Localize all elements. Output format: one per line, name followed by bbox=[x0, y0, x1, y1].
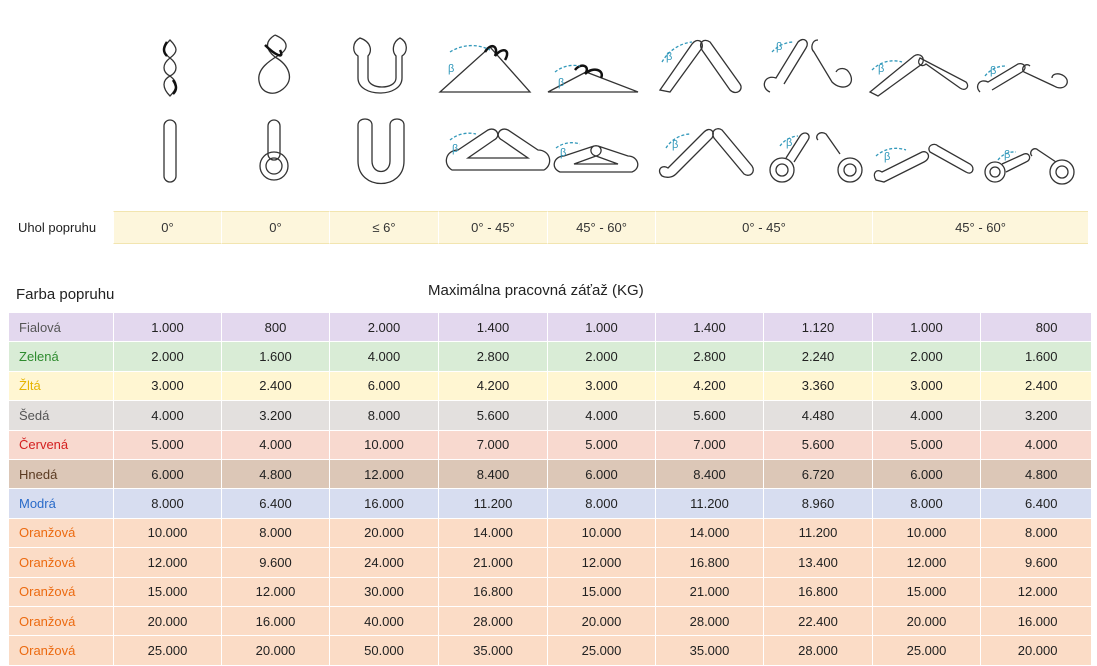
load-value: 2.800 bbox=[656, 342, 764, 371]
load-value: 2.000 bbox=[873, 342, 981, 371]
load-value: 9.600 bbox=[222, 548, 330, 577]
load-value: 6.000 bbox=[114, 459, 222, 488]
angle-cell: 0° bbox=[221, 211, 329, 244]
load-value: 16.800 bbox=[764, 577, 873, 606]
load-value: 800 bbox=[222, 313, 330, 342]
load-value: 2.800 bbox=[439, 342, 548, 371]
load-value: 3.000 bbox=[548, 371, 656, 400]
load-value: 12.000 bbox=[330, 459, 439, 488]
load-value: 4.000 bbox=[222, 430, 330, 459]
diagram-round-basket-angle-2 bbox=[554, 143, 638, 172]
table-row bbox=[9, 430, 1091, 459]
beta-label: β bbox=[878, 63, 885, 75]
load-value: 9.600 bbox=[981, 548, 1091, 577]
sling-color-name: Oranžová bbox=[9, 518, 114, 547]
load-value: 14.000 bbox=[439, 518, 548, 547]
load-value: 1.400 bbox=[439, 313, 548, 342]
beta-label: β bbox=[776, 41, 783, 53]
diagram-two-leg-angle-2 bbox=[870, 55, 968, 96]
load-value: 8.000 bbox=[114, 489, 222, 518]
load-value: 5.000 bbox=[548, 430, 656, 459]
load-value: 10.000 bbox=[548, 518, 656, 547]
load-value: 4.000 bbox=[873, 401, 981, 430]
load-value: 5.600 bbox=[439, 401, 548, 430]
load-value: 1.600 bbox=[981, 342, 1091, 371]
load-value: 13.400 bbox=[764, 548, 873, 577]
load-value: 28.000 bbox=[656, 606, 764, 635]
sling-color-name: Žltá bbox=[9, 371, 114, 400]
load-value: 40.000 bbox=[330, 606, 439, 635]
load-value: 6.400 bbox=[222, 489, 330, 518]
sling-color-name: Červená bbox=[9, 430, 114, 459]
load-value: 1.000 bbox=[114, 313, 222, 342]
load-value: 15.000 bbox=[114, 577, 222, 606]
load-value: 8.000 bbox=[548, 489, 656, 518]
load-value: 6.000 bbox=[548, 459, 656, 488]
load-value: 2.240 bbox=[764, 342, 873, 371]
load-value: 1.400 bbox=[656, 313, 764, 342]
load-value: 28.000 bbox=[764, 636, 873, 665]
load-value: 5.000 bbox=[114, 430, 222, 459]
load-value: 10.000 bbox=[114, 518, 222, 547]
load-value: 3.000 bbox=[873, 371, 981, 400]
sling-color-name: Modrá bbox=[9, 489, 114, 518]
diagram-round-two-leg-angle-2 bbox=[874, 144, 973, 182]
beta-label: β bbox=[558, 77, 565, 89]
load-value: 14.000 bbox=[656, 518, 764, 547]
load-value: 5.600 bbox=[656, 401, 764, 430]
load-value: 1.000 bbox=[873, 313, 981, 342]
table-row bbox=[9, 489, 1091, 518]
load-value: 2.000 bbox=[330, 313, 439, 342]
load-value: 12.000 bbox=[222, 577, 330, 606]
load-value: 11.200 bbox=[764, 518, 873, 547]
load-value: 1.000 bbox=[548, 313, 656, 342]
load-value: 16.800 bbox=[656, 548, 764, 577]
sling-color-name: Oranžová bbox=[9, 548, 114, 577]
beta-label: β bbox=[452, 143, 459, 155]
load-value: 24.000 bbox=[330, 548, 439, 577]
load-value: 4.800 bbox=[981, 459, 1091, 488]
load-value: 1.600 bbox=[222, 342, 330, 371]
beta-label: β bbox=[990, 65, 997, 77]
load-value: 20.000 bbox=[981, 636, 1091, 665]
load-value: 20.000 bbox=[330, 518, 439, 547]
beta-label: β bbox=[884, 151, 891, 163]
load-value: 2.400 bbox=[222, 371, 330, 400]
load-value: 7.000 bbox=[439, 430, 548, 459]
angle-cell: 0° - 45° bbox=[438, 211, 547, 244]
diagram-two-leg-choke-angle-2 bbox=[978, 64, 1068, 92]
table-row bbox=[9, 577, 1091, 606]
beta-label: β bbox=[448, 63, 455, 75]
beta-label: β bbox=[1004, 149, 1011, 161]
load-value: 6.400 bbox=[981, 489, 1091, 518]
load-value: 12.000 bbox=[981, 577, 1091, 606]
diagram-loop-angle-1 bbox=[440, 46, 530, 92]
load-value: 8.000 bbox=[330, 401, 439, 430]
sling-diagrams bbox=[0, 0, 1097, 205]
load-value: 4.200 bbox=[439, 371, 548, 400]
angle-cell: 45° - 60° bbox=[547, 211, 655, 244]
load-value: 16.800 bbox=[439, 577, 548, 606]
load-value: 11.200 bbox=[439, 489, 548, 518]
load-table bbox=[8, 313, 1091, 666]
load-value: 8.400 bbox=[656, 459, 764, 488]
load-value: 20.000 bbox=[548, 606, 656, 635]
load-value: 3.200 bbox=[981, 401, 1091, 430]
beta-label: β bbox=[672, 139, 679, 151]
load-value: 8.000 bbox=[873, 489, 981, 518]
load-value: 6.720 bbox=[764, 459, 873, 488]
angle-cell: ≤ 6° bbox=[329, 211, 438, 244]
load-value: 6.000 bbox=[873, 459, 981, 488]
table-row bbox=[9, 371, 1091, 400]
beta-label: β bbox=[560, 147, 567, 159]
load-value: 1.120 bbox=[764, 313, 873, 342]
diagram-vertical-loop-sling bbox=[164, 40, 176, 96]
load-value: 20.000 bbox=[114, 606, 222, 635]
angle-row-label: Uhol popruhu bbox=[18, 220, 97, 235]
load-value: 8.000 bbox=[222, 518, 330, 547]
angle-cell: 45° - 60° bbox=[872, 211, 1088, 244]
load-value: 8.400 bbox=[439, 459, 548, 488]
load-value: 12.000 bbox=[548, 548, 656, 577]
load-value: 4.800 bbox=[222, 459, 330, 488]
beta-label: β bbox=[786, 137, 793, 149]
load-value: 3.360 bbox=[764, 371, 873, 400]
load-value: 50.000 bbox=[330, 636, 439, 665]
load-value: 2.000 bbox=[548, 342, 656, 371]
load-value: 16.000 bbox=[981, 606, 1091, 635]
load-value: 8.960 bbox=[764, 489, 873, 518]
load-value: 16.000 bbox=[330, 489, 439, 518]
diagram-round-basket-angle-1 bbox=[446, 129, 549, 170]
table-row bbox=[9, 548, 1091, 577]
sling-color-name: Oranžová bbox=[9, 577, 114, 606]
diagram-round-two-leg-choke-angle-2 bbox=[985, 149, 1074, 184]
sling-color-name: Oranžová bbox=[9, 606, 114, 635]
diagram-loop-angle-2 bbox=[548, 65, 638, 92]
sling-color-name: Fialová bbox=[9, 313, 114, 342]
load-value: 3.200 bbox=[222, 401, 330, 430]
diagram-two-leg-angle-1 bbox=[660, 40, 741, 92]
load-value: 35.000 bbox=[439, 636, 548, 665]
load-value: 4.000 bbox=[330, 342, 439, 371]
load-value: 10.000 bbox=[873, 518, 981, 547]
load-value: 28.000 bbox=[439, 606, 548, 635]
load-value: 5.000 bbox=[873, 430, 981, 459]
table-row bbox=[9, 459, 1091, 488]
load-value: 12.000 bbox=[114, 548, 222, 577]
load-value: 5.600 bbox=[764, 430, 873, 459]
load-value: 25.000 bbox=[873, 636, 981, 665]
load-value: 4.480 bbox=[764, 401, 873, 430]
load-value: 25.000 bbox=[114, 636, 222, 665]
load-value: 30.000 bbox=[330, 577, 439, 606]
load-value: 15.000 bbox=[873, 577, 981, 606]
table-row bbox=[9, 606, 1091, 635]
load-value: 800 bbox=[981, 313, 1091, 342]
table-heading bbox=[8, 280, 1088, 312]
load-value: 15.000 bbox=[548, 577, 656, 606]
load-value: 11.200 bbox=[656, 489, 764, 518]
diagram-basket-round-sling bbox=[358, 119, 404, 184]
table-row bbox=[9, 342, 1091, 371]
angle-cell: 0° bbox=[113, 211, 221, 244]
sling-color-name: Hnedá bbox=[9, 459, 114, 488]
load-value: 21.000 bbox=[439, 548, 548, 577]
max-load-heading: Maximálna pracovná záťaž (KG) bbox=[428, 282, 644, 299]
load-value: 12.000 bbox=[873, 548, 981, 577]
beta-label: β bbox=[666, 51, 673, 63]
diagram-vertical-round-sling bbox=[164, 120, 176, 182]
diagram-choke-loop-sling bbox=[259, 35, 290, 93]
diagram-choke-round-sling bbox=[260, 120, 288, 180]
load-value: 10.000 bbox=[330, 430, 439, 459]
load-value: 3.000 bbox=[114, 371, 222, 400]
table-row bbox=[9, 313, 1091, 342]
load-value: 7.000 bbox=[656, 430, 764, 459]
load-value: 25.000 bbox=[548, 636, 656, 665]
load-value: 4.000 bbox=[114, 401, 222, 430]
load-value: 22.400 bbox=[764, 606, 873, 635]
load-value: 8.000 bbox=[981, 518, 1091, 547]
load-value: 2.400 bbox=[981, 371, 1091, 400]
table-row bbox=[9, 518, 1091, 547]
load-value: 2.000 bbox=[114, 342, 222, 371]
load-value: 21.000 bbox=[656, 577, 764, 606]
load-value: 35.000 bbox=[656, 636, 764, 665]
table-row bbox=[9, 401, 1091, 430]
angle-cell: 0° - 45° bbox=[655, 211, 872, 244]
diagram-basket-loop-sling bbox=[354, 38, 407, 93]
diagram-round-two-leg-angle-1 bbox=[660, 129, 754, 178]
load-value: 20.000 bbox=[222, 636, 330, 665]
sling-color-name: Oranžová bbox=[9, 636, 114, 665]
load-value: 16.000 bbox=[222, 606, 330, 635]
diagram-round-two-leg-choke-angle-1 bbox=[770, 133, 862, 182]
diagram-two-leg-choke-angle-1 bbox=[764, 40, 851, 92]
sling-color-name: Zelená bbox=[9, 342, 114, 371]
load-value: 4.000 bbox=[981, 430, 1091, 459]
color-column-heading: Farba popruhu bbox=[16, 286, 115, 303]
load-value: 6.000 bbox=[330, 371, 439, 400]
load-value: 20.000 bbox=[873, 606, 981, 635]
load-value: 4.200 bbox=[656, 371, 764, 400]
angle-row bbox=[8, 211, 1088, 244]
load-value: 4.000 bbox=[548, 401, 656, 430]
sling-color-name: Šedá bbox=[9, 401, 114, 430]
